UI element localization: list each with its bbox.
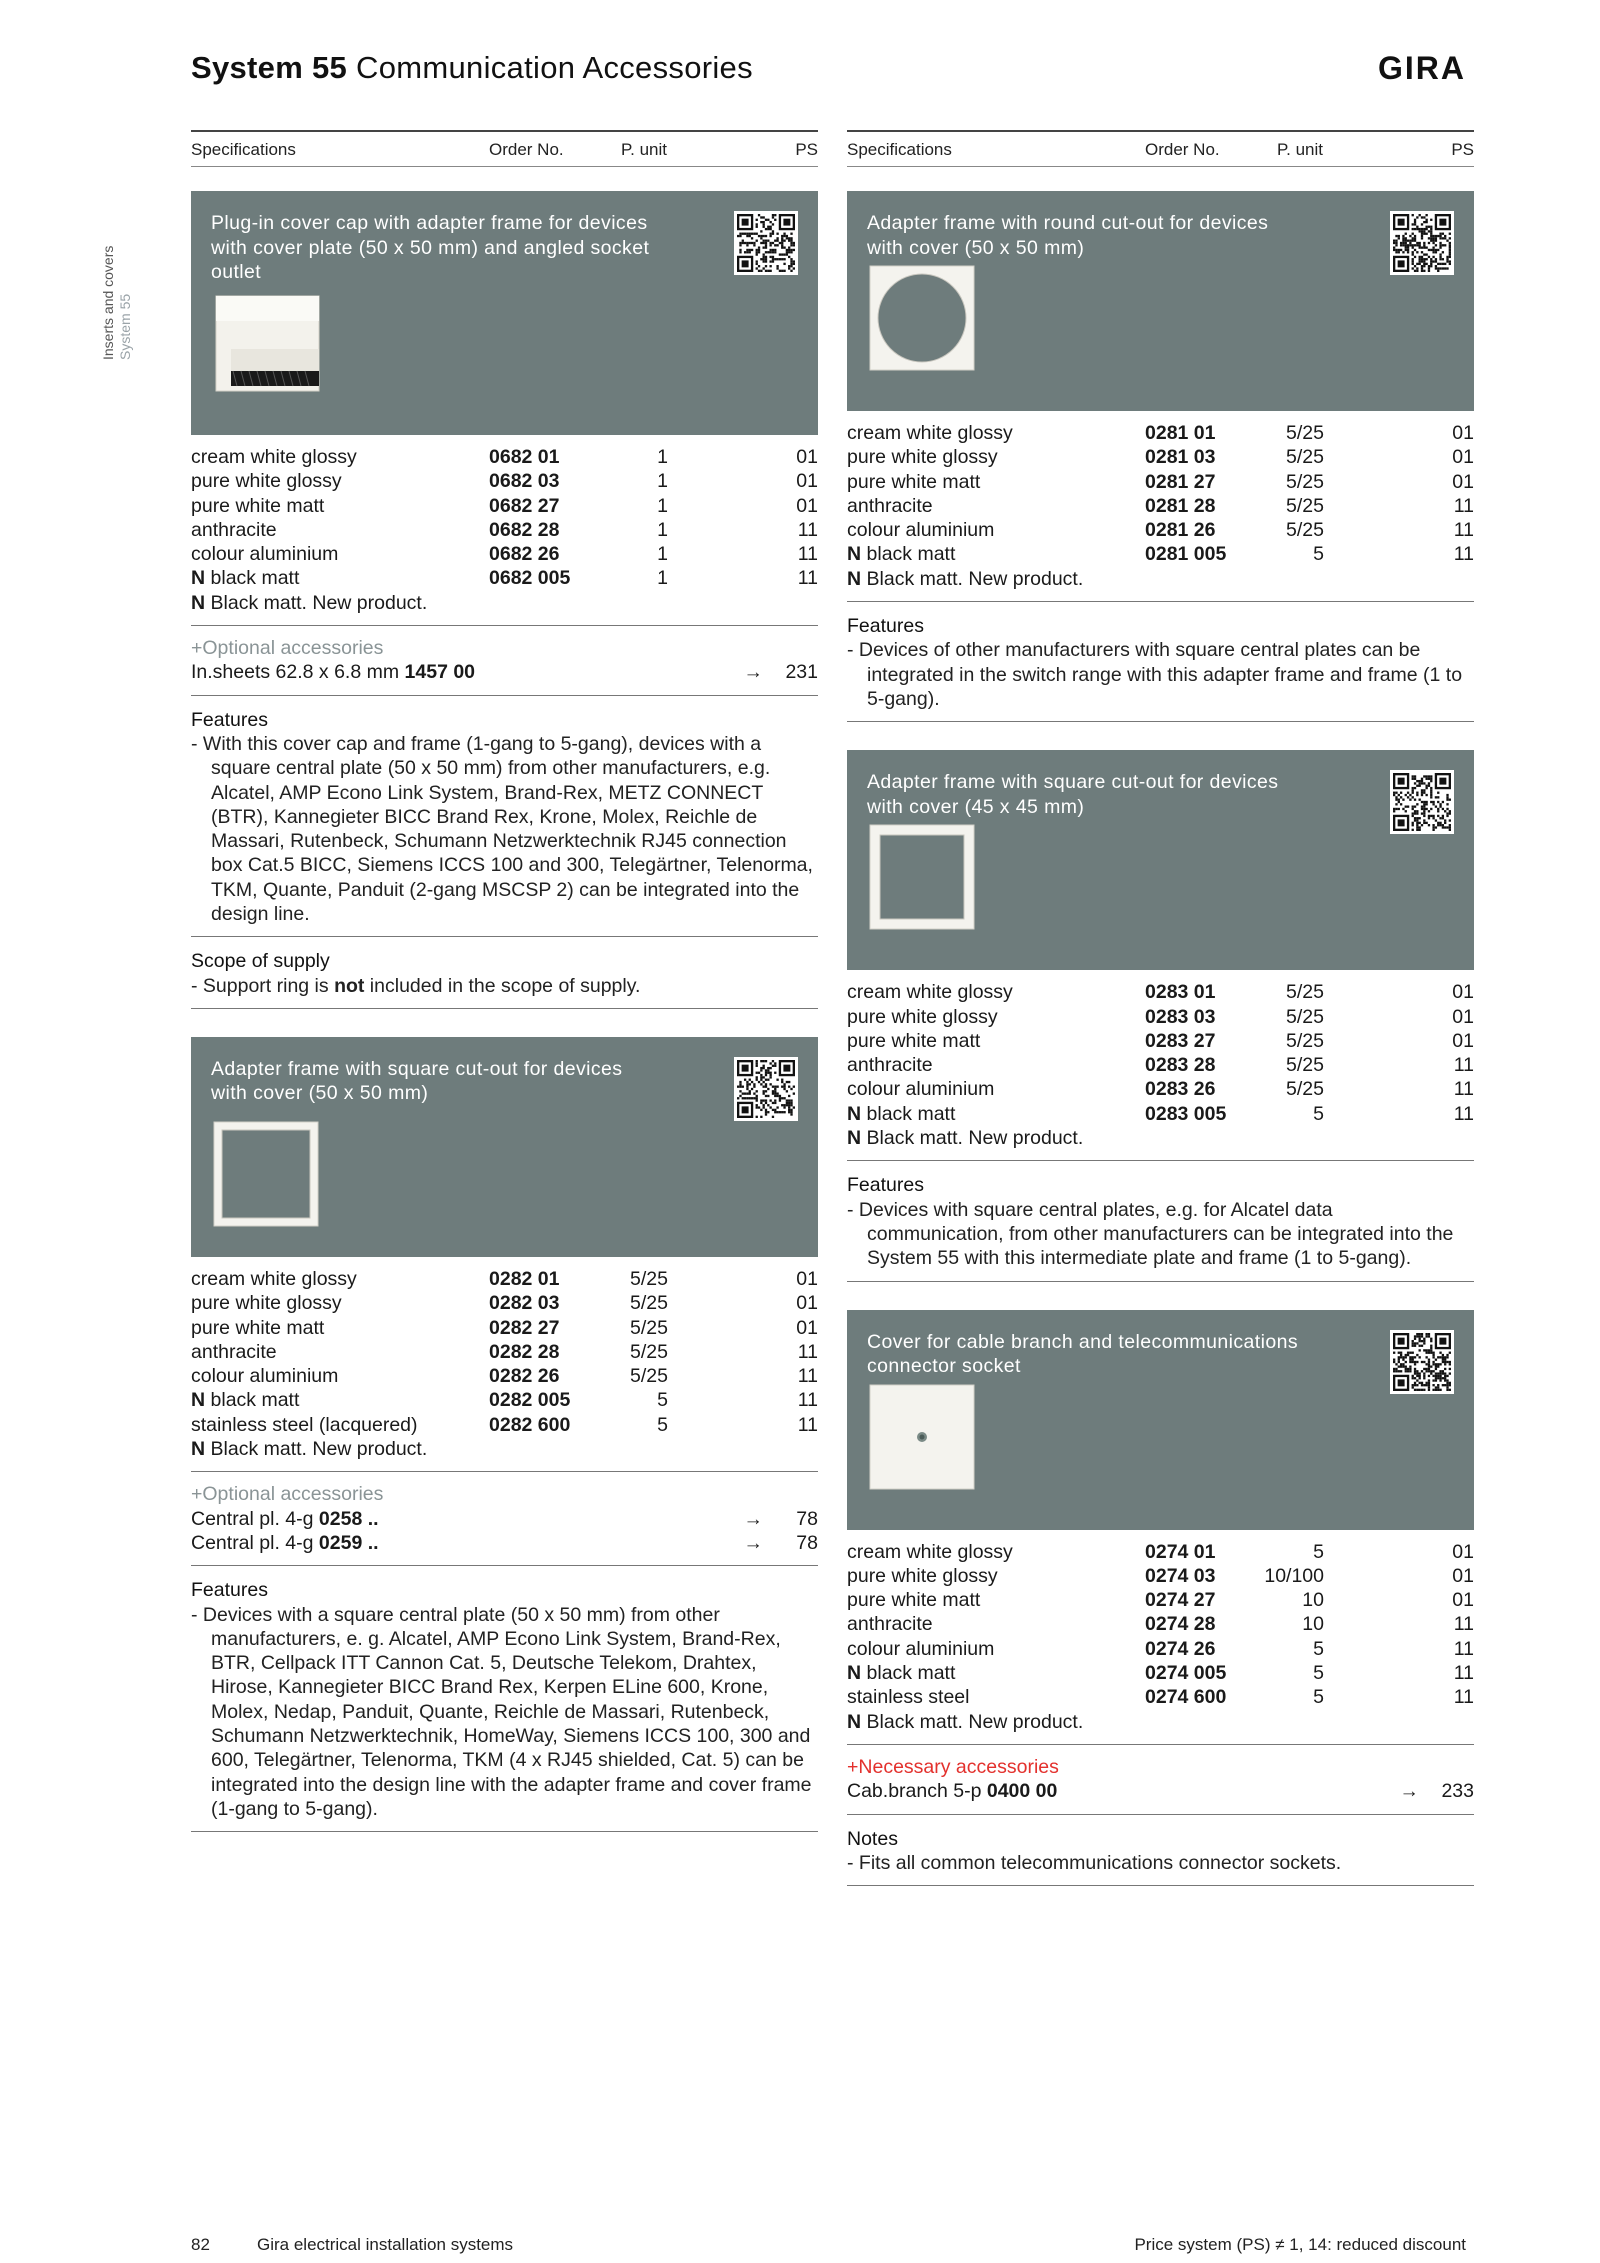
plus-icon: +: [191, 1483, 203, 1506]
col-unit: P. unit: [1277, 140, 1324, 159]
new-marker: N: [191, 1389, 206, 1412]
accessory-label: Cab.branch 5-p: [847, 1780, 982, 1803]
variant-name-text: black matt: [866, 1662, 956, 1685]
variant-name: pure white matt: [847, 1029, 981, 1052]
qr-code-icon: [734, 211, 798, 275]
right-column: [847, 130, 1474, 1886]
price-system: 11: [1453, 1078, 1474, 1101]
order-no: 0282 03: [489, 1292, 560, 1315]
col-spec: Specifications: [847, 140, 952, 159]
footer-left-text: Gira electrical installation systems: [257, 2235, 514, 2254]
order-no: 0682 26: [489, 543, 560, 566]
product-block: [847, 750, 1474, 970]
table-row: [847, 1661, 1474, 1685]
price-system: 11: [797, 543, 818, 566]
price-system: 11: [797, 1389, 818, 1412]
product-title: Cover for cable branch and telecommunications connector socket: [867, 1330, 1298, 1378]
table-row: [191, 1316, 818, 1340]
variant-name: pure white matt: [191, 1316, 325, 1339]
product-block: [847, 191, 1474, 411]
pack-unit: 1: [657, 543, 668, 566]
left-column: [191, 130, 818, 1832]
accessory-order-no: 1457 00: [404, 661, 476, 684]
col-order: Order No.: [489, 140, 564, 159]
page-reference: 78: [796, 1507, 818, 1530]
new-note-text: Black matt. New product.: [210, 591, 428, 614]
table-row: [191, 469, 818, 493]
qr-code-icon: [1390, 770, 1454, 834]
price-system: 01: [1452, 422, 1474, 444]
order-no: 0282 01: [489, 1267, 560, 1290]
price-system: 01: [796, 1316, 818, 1339]
table-row: [191, 566, 818, 590]
scope-pre: - Support ring is: [191, 974, 335, 997]
accessory-row: [191, 660, 818, 684]
variant-name: anthracite: [191, 1340, 277, 1363]
accessory-row: [847, 1779, 1474, 1803]
pack-unit: 10: [1302, 1613, 1324, 1636]
variant-name: [191, 566, 299, 590]
variant-name: pure white matt: [847, 470, 981, 493]
divider: [847, 601, 1474, 602]
optional-accessories-title: [191, 636, 818, 660]
variant-name: cream white glossy: [847, 981, 1013, 1004]
divider: [847, 1160, 1474, 1161]
optional-accessories-label: Optional accessories: [202, 637, 384, 660]
pack-unit: 5/25: [1286, 1005, 1324, 1028]
pack-unit: 5/25: [630, 1316, 668, 1339]
brand-logo: GIRA: [1378, 50, 1466, 86]
order-no: 0282 28: [489, 1340, 560, 1363]
variant-name: cream white glossy: [847, 422, 1013, 444]
arrow-right-icon: →: [743, 1531, 763, 1554]
price-system: 01: [1452, 1005, 1474, 1028]
variant-name: colour aluminium: [191, 543, 339, 566]
table-row: [847, 1102, 1474, 1126]
col-unit: P. unit: [621, 140, 668, 159]
pack-unit: 5/25: [630, 1365, 668, 1388]
order-no: 0283 27: [1145, 1029, 1216, 1052]
pack-unit: 1: [657, 446, 668, 468]
new-note-text: Black matt. New product.: [210, 1438, 428, 1461]
table-row: [191, 1413, 818, 1437]
table-row: [847, 980, 1474, 1004]
table-row: [191, 1267, 818, 1291]
price-system: 01: [1452, 1589, 1474, 1612]
cover-plate-image: [867, 1382, 977, 1492]
price-system: 11: [1453, 519, 1474, 542]
pack-unit: 5/25: [1286, 1078, 1324, 1101]
variant-name: stainless steel: [847, 1686, 970, 1709]
column-header: [191, 130, 818, 163]
new-note-text: Black matt. New product.: [866, 567, 1084, 590]
price-system: 01: [796, 470, 818, 493]
divider: [191, 1471, 818, 1472]
variant-name: anthracite: [191, 518, 277, 541]
page-reference: 78: [796, 1531, 818, 1554]
product-block: [191, 191, 818, 435]
variant-name: anthracite: [847, 494, 933, 517]
product-block: [847, 1310, 1474, 1530]
price-system: 11: [797, 1413, 818, 1436]
order-no: 0282 27: [489, 1316, 560, 1339]
variant-name: pure white glossy: [191, 1292, 342, 1315]
table-row: [847, 1029, 1474, 1053]
pack-unit: 5/25: [630, 1267, 668, 1290]
page-reference: 231: [785, 661, 818, 684]
b1-rows: [191, 445, 818, 615]
table-row: [191, 1388, 818, 1412]
price-system: 01: [796, 494, 818, 517]
pack-unit: 1: [657, 567, 668, 590]
variant-name: colour aluminium: [847, 519, 995, 542]
new-product-note: [847, 1710, 1474, 1734]
table-row: [847, 1637, 1474, 1661]
price-system: 11: [1453, 1686, 1474, 1709]
pack-unit: 10: [1302, 1589, 1324, 1612]
order-no: 0283 26: [1145, 1078, 1216, 1101]
pack-unit: 5/25: [1286, 470, 1324, 493]
order-no: 0283 01: [1145, 981, 1216, 1004]
order-no: 0682 28: [489, 518, 560, 541]
table-row: [191, 542, 818, 566]
variant-name: anthracite: [847, 1613, 933, 1636]
new-note-text: Black matt. New product.: [866, 1710, 1084, 1733]
side-tab: [100, 246, 134, 360]
price-system: 11: [797, 1340, 818, 1363]
new-product-note: [847, 567, 1474, 591]
pack-unit: 1: [657, 470, 668, 493]
price-system: 11: [797, 1365, 818, 1388]
square-frame-image: [211, 1119, 321, 1229]
new-marker: N: [847, 567, 862, 590]
table-row: [847, 494, 1474, 518]
round-frame-image: [867, 263, 977, 373]
accessory-order-no: 0258 ..: [318, 1507, 379, 1530]
pack-unit: 5: [1313, 1662, 1324, 1685]
pack-unit: 5: [657, 1413, 668, 1436]
pack-unit: 5/25: [1286, 446, 1324, 469]
product-title: Plug-in cover cap with adapter frame for devices with cover plate (50 x 50 mm) and angled socket outlet: [211, 212, 650, 283]
col-spec: Specifications: [191, 140, 296, 159]
divider: [191, 1008, 818, 1009]
pack-unit: 5: [657, 1389, 668, 1412]
order-no: 0682 01: [489, 446, 560, 468]
b4-rows: [847, 980, 1474, 1150]
table-row: [847, 1005, 1474, 1029]
accessory-row: [191, 1531, 818, 1555]
price-system: 11: [1453, 1102, 1474, 1125]
price-system: 11: [1453, 1637, 1474, 1660]
table-row: [191, 1364, 818, 1388]
new-note-text: Black matt. New product.: [866, 1127, 1084, 1150]
variant-name: anthracite: [847, 1054, 933, 1077]
product-title: Adapter frame with round cut-out for devices with cover (50 x 50 mm): [867, 212, 1269, 259]
table-row: [191, 445, 818, 469]
arrow-right-icon: →: [743, 661, 763, 684]
variant-name: pure white glossy: [847, 1005, 998, 1028]
table-row: [847, 421, 1474, 445]
pack-unit: 1: [657, 518, 668, 541]
order-no: 0281 27: [1145, 470, 1216, 493]
price-system: 01: [1452, 470, 1474, 493]
features-text: - Devices with square central plates, e.g. for Alcatel data communication, from other manufacturers can be integrated into the System 55 with this intermediate plate and frame (1 to 5-gang).: [847, 1198, 1454, 1270]
side-tab-line1: Inserts and covers: [100, 245, 116, 360]
optional-accessories-label: Optional accessories: [202, 1483, 384, 1506]
table-row: [847, 542, 1474, 566]
variant-name: colour aluminium: [847, 1078, 995, 1101]
divider: [191, 1831, 818, 1832]
plus-icon: +: [191, 637, 203, 660]
scope-title: Scope of supply: [191, 950, 330, 973]
table-row: [847, 518, 1474, 542]
scope-text: [191, 974, 818, 998]
order-no: 0282 26: [489, 1365, 560, 1388]
order-no: 0281 005: [1145, 543, 1227, 566]
new-product-note: [191, 1437, 818, 1461]
divider: [847, 721, 1474, 722]
price-system: 01: [1452, 1540, 1474, 1563]
price-system: 11: [797, 567, 818, 590]
divider: [191, 1565, 818, 1566]
new-product-note: [191, 591, 818, 615]
pack-unit: 5/25: [630, 1292, 668, 1315]
qr-code-icon: [734, 1057, 798, 1121]
divider: [191, 625, 818, 626]
table-row: [191, 1340, 818, 1364]
b3-rows: [847, 421, 1474, 591]
product-title: Adapter frame with square cut-out for devices with cover (50 x 50 mm): [211, 1057, 623, 1105]
notes-title: Notes: [847, 1827, 898, 1850]
price-system: 01: [1452, 1029, 1474, 1052]
accessory-label: Central pl. 4-g: [191, 1531, 314, 1554]
variant-name: stainless steel (lacquered): [191, 1413, 418, 1436]
order-no: 0283 03: [1145, 1005, 1216, 1028]
order-no: 0682 03: [489, 470, 560, 493]
table-row: [847, 1077, 1474, 1101]
new-marker: N: [191, 591, 206, 614]
features-title: Features: [191, 708, 268, 731]
price-system: 11: [797, 518, 818, 541]
variant-name-text: black matt: [210, 567, 300, 590]
variant-name: colour aluminium: [191, 1365, 339, 1388]
table-row: [191, 494, 818, 518]
necessary-accessories-label: Necessary accessories: [858, 1755, 1059, 1778]
order-no: 0274 27: [1145, 1589, 1216, 1612]
footer-right-text: Price system (PS) ≠ 1, 14: reduced discount: [1134, 2235, 1466, 2254]
side-tab-line2: System 55: [117, 293, 133, 360]
new-marker: N: [191, 1438, 206, 1461]
features-title: Features: [847, 1174, 924, 1197]
divider: [847, 1814, 1474, 1815]
page-title-rest: Communication Accessories: [356, 50, 753, 85]
order-no: 0682 27: [489, 494, 560, 517]
variant-name: [847, 1102, 955, 1126]
variant-name: [847, 542, 955, 566]
table-row: [191, 1291, 818, 1315]
table-row: [847, 445, 1474, 469]
qr-code-icon: [1390, 1330, 1454, 1394]
pack-unit: 5: [1313, 1637, 1324, 1660]
variant-name-text: black matt: [866, 1102, 956, 1125]
new-marker: N: [847, 1127, 862, 1150]
b5-rows: [847, 1540, 1474, 1734]
variant-name: pure white glossy: [191, 470, 342, 493]
variant-name: colour aluminium: [847, 1637, 995, 1660]
pack-unit: 5/25: [1286, 981, 1324, 1004]
table-row: [191, 518, 818, 542]
divider: [847, 1885, 1474, 1886]
column-header: [847, 130, 1474, 163]
cover-cap-image: [211, 291, 326, 401]
table-row: [847, 1685, 1474, 1709]
pack-unit: 5: [1313, 543, 1324, 566]
page-reference: 233: [1441, 1780, 1474, 1803]
page-title: [191, 50, 753, 86]
order-no: 0282 600: [489, 1413, 571, 1436]
variant-name: pure white matt: [191, 494, 325, 517]
order-no: 0281 03: [1145, 446, 1216, 469]
arrow-right-icon: →: [743, 1507, 763, 1530]
pack-unit: 5/25: [1286, 422, 1324, 444]
pack-unit: 5/25: [1286, 1054, 1324, 1077]
variant-name: cream white glossy: [847, 1540, 1013, 1563]
order-no: 0274 600: [1145, 1686, 1227, 1709]
scope-bold: not: [334, 974, 365, 997]
price-system: 11: [1453, 543, 1474, 566]
table-row: [847, 1540, 1474, 1564]
price-system: 01: [1452, 446, 1474, 469]
plus-icon: +: [847, 1755, 859, 1778]
optional-accessories-title: [191, 1482, 818, 1506]
price-system: 01: [796, 1292, 818, 1315]
col-ps: PS: [1451, 140, 1474, 159]
divider: [847, 1281, 1474, 1282]
variant-name: [191, 1388, 299, 1412]
order-no: 0282 005: [489, 1389, 571, 1412]
order-no: 0281 26: [1145, 519, 1216, 542]
accessory-order-no: 0400 00: [986, 1780, 1058, 1803]
variant-name: cream white glossy: [191, 1267, 357, 1290]
b2-rows: [191, 1267, 818, 1461]
order-no: 0281 28: [1145, 494, 1216, 517]
new-marker: N: [191, 567, 206, 590]
accessory-row: [191, 1507, 818, 1531]
divider: [191, 936, 818, 937]
divider: [847, 1744, 1474, 1745]
pack-unit: 5/25: [1286, 1029, 1324, 1052]
variant-name: pure white glossy: [847, 1564, 998, 1587]
price-system: 01: [1452, 1564, 1474, 1587]
pack-unit: 5/25: [630, 1340, 668, 1363]
features-title: Features: [191, 1579, 268, 1602]
scope-post: included in the scope of supply.: [364, 974, 641, 997]
price-system: 11: [1453, 1613, 1474, 1636]
pack-unit: 5: [1313, 1102, 1324, 1125]
product-title: Adapter frame with square cut-out for devices with cover (45 x 45 mm): [867, 771, 1279, 818]
necessary-accessories-title: [847, 1755, 1474, 1779]
variant-name: cream white glossy: [191, 446, 357, 468]
price-system: 01: [796, 1267, 818, 1290]
features-text: - Devices of other manufacturers with square central plates can be integrated in the switch range with this adapter frame and frame (1 to 5-gang).: [847, 639, 1463, 710]
accessory-order-no: 0259 ..: [318, 1531, 379, 1554]
page-number: 82: [191, 2235, 210, 2254]
new-marker: N: [847, 543, 862, 566]
order-no: 0283 28: [1145, 1054, 1216, 1077]
product-block: [191, 1037, 818, 1257]
order-no: 0281 01: [1145, 422, 1216, 444]
variant-name: pure white matt: [847, 1589, 981, 1612]
notes-text: - Fits all common telecommunications connector sockets.: [847, 1851, 1342, 1874]
features-title: Features: [847, 615, 924, 638]
arrow-right-icon: →: [1399, 1780, 1419, 1803]
price-system: 01: [796, 446, 818, 468]
new-marker: N: [847, 1710, 862, 1733]
order-no: 0274 005: [1145, 1662, 1227, 1685]
order-no: 0283 005: [1145, 1102, 1227, 1125]
features-text: - Devices with a square central plate (50 x 50 mm) from other manufacturers, e. g. Alcatel, AMP Econo Link System, Brand-Rex, BTR, Cellpack ITT Cannon Cat. 5, Deutsche Telekom, Drahtex, Hirose, Kannegieter BICC Brand Rex, Kerpen ELine 600, Krone, Molex, Nedap, Panduit, Quante, Reichle de Massari, Rutenbeck, Schumann Netzwerktechnik, HomeWay, Siemens ICCS 100, 300 and 600, Telegärtner, Telenorma, TKM (4 x RJ45 shielded, Cat. 5) can be integrated into the design line with the adapter frame and cover frame (1-gang to 5-gang).: [191, 1603, 812, 1820]
new-product-note: [847, 1126, 1474, 1150]
price-system: 11: [1453, 1054, 1474, 1077]
order-no: 0274 03: [1145, 1564, 1216, 1587]
price-system: 11: [1453, 494, 1474, 517]
square-frame-image: [867, 822, 977, 932]
table-row: [847, 1612, 1474, 1636]
col-order: Order No.: [1145, 140, 1220, 159]
order-no: 0274 28: [1145, 1613, 1216, 1636]
pack-unit: 5/25: [1286, 494, 1324, 517]
order-no: 0682 005: [489, 567, 571, 590]
variant-name: pure white glossy: [847, 446, 998, 469]
features-text: - With this cover cap and frame (1-gang to 5-gang), devices with a square central plate (50 x 50 mm) from other manufacturers, e.g. Alcatel, AMP Econo Link System, Brand-Rex, METZ CONNECT (BTR), Kannegieter BICC Brand Rex, Krone, Molex, Reichle de Massari, Rutenbeck, Schumann Netzwerktechnik RJ45 connection box Cat.5 BICC, Siemens ICCS 100 and 300, Telegärtner, Telenorma, TKM, Quante, Panduit (2-gang MSCSP 2) can be integrated into the design line.: [191, 732, 813, 926]
col-ps: PS: [795, 140, 818, 159]
variant-name-text: black matt: [210, 1389, 300, 1412]
pack-unit: 5/25: [1286, 519, 1324, 542]
qr-code-icon: [1390, 211, 1454, 275]
variant-name-text: black matt: [866, 543, 956, 566]
accessory-label: In.sheets 62.8 x 6.8 mm: [191, 661, 400, 684]
pack-unit: 5: [1313, 1686, 1324, 1709]
pack-unit: 1: [657, 494, 668, 517]
new-marker: N: [847, 1662, 862, 1685]
order-no: 0274 26: [1145, 1637, 1216, 1660]
table-row: [847, 1564, 1474, 1588]
table-row: [847, 1588, 1474, 1612]
price-system: 01: [1452, 981, 1474, 1004]
page-title-bold: System 55: [191, 50, 348, 85]
divider: [191, 695, 818, 696]
order-no: 0274 01: [1145, 1540, 1216, 1563]
variant-name: [847, 1661, 955, 1685]
price-system: 11: [1453, 1662, 1474, 1685]
accessory-label: Central pl. 4-g: [191, 1507, 314, 1530]
table-row: [847, 1053, 1474, 1077]
pack-unit: 10/100: [1264, 1564, 1324, 1587]
pack-unit: 5: [1313, 1540, 1324, 1563]
new-marker: N: [847, 1102, 862, 1125]
table-row: [847, 470, 1474, 494]
